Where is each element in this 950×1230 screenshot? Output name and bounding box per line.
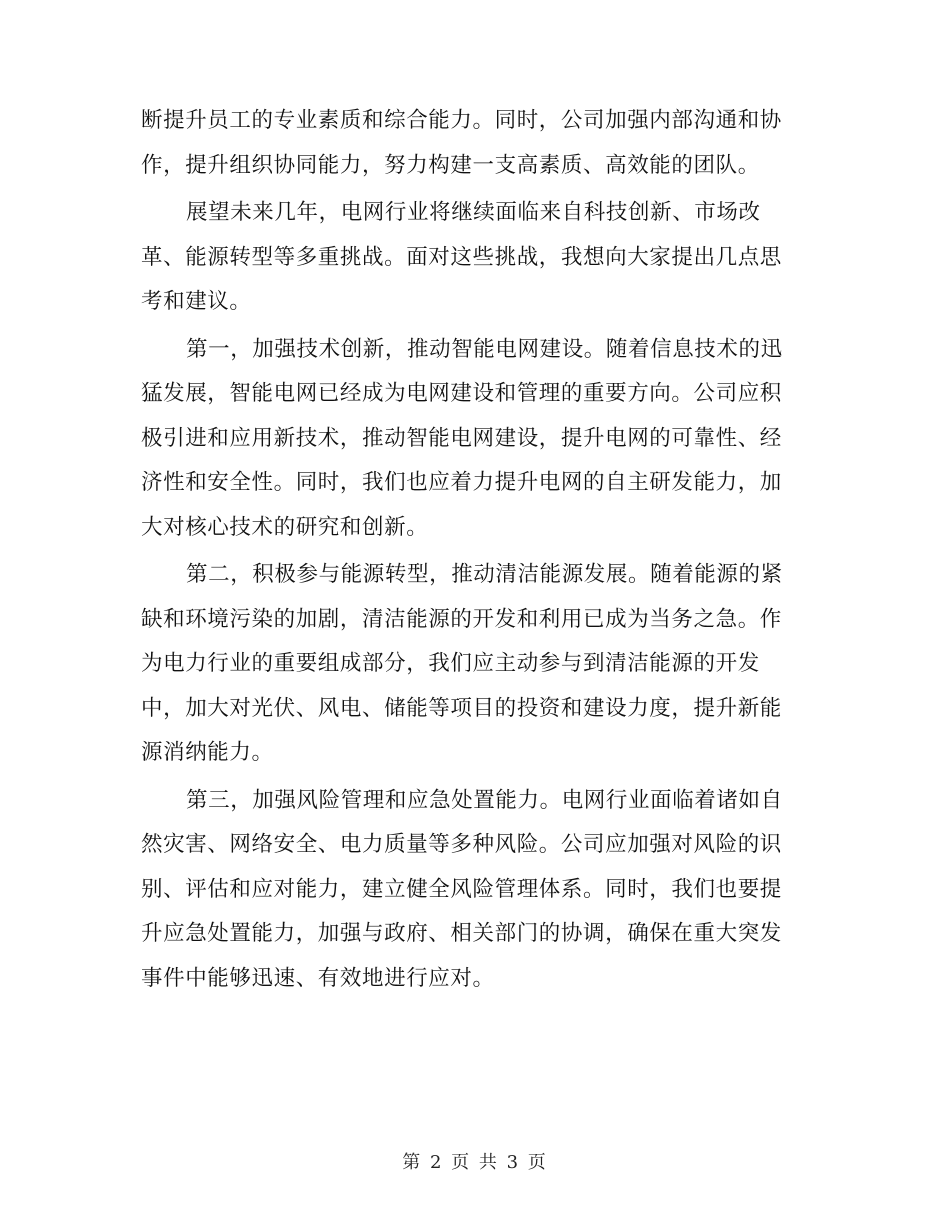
document-body: [141, 99, 801, 1004]
paragraph-point-three: 第三，加强风险管理和应急处置能力。电网行业面临着诸如自然灾害、网络安全、电力质量等多种风险。公司应加强对风险的识别、评估和应对能力，建立健全风险管理体系。同时，我们也要提升应急处置能力，加强与政府、相关部门的协调，确保在重大突发事件中能够迅速、有效地进行应对。: [141, 787, 783, 991]
paragraph-point-two: 第二，积极参与能源转型，推动清洁能源发展。随着能源的紧缺和环境污染的加剧，清洁能源的开发和利用已成为当务之急。作为电力行业的重要组成部分，我们应主动参与到清洁能源的开发中，加大对光伏、风电、储能等项目的投资和建设力度，提升新能源消纳能力。: [141, 562, 783, 765]
paragraph-outlook: 展望未来几年，电网行业将继续面临来自科技创新、市场改革、能源转型等多重挑战。面对这些挑战，我想向大家提出几点思考和建议。: [141, 200, 782, 314]
paragraph-point-one: 第一，加强技术创新，推动智能电网建设。随着信息技术的迅猛发展，智能电网已经成为电网建设和管理的重要方向。公司应积极引进和应用新技术，推动智能电网建设，提升电网的可靠性、经济性和安全性。同时，我们也应着力提升电网的自主研发能力，加大对核心技术的研究和创新。: [141, 336, 783, 540]
page-number-footer: 第 2 页 共 3 页: [402, 1152, 548, 1173]
paragraph-continuation: 断提升员工的专业素质和综合能力。同时，公司加强内部沟通和协作，提升组织协同能力，努力构建一支高素质、高效能的团队。: [141, 108, 782, 178]
